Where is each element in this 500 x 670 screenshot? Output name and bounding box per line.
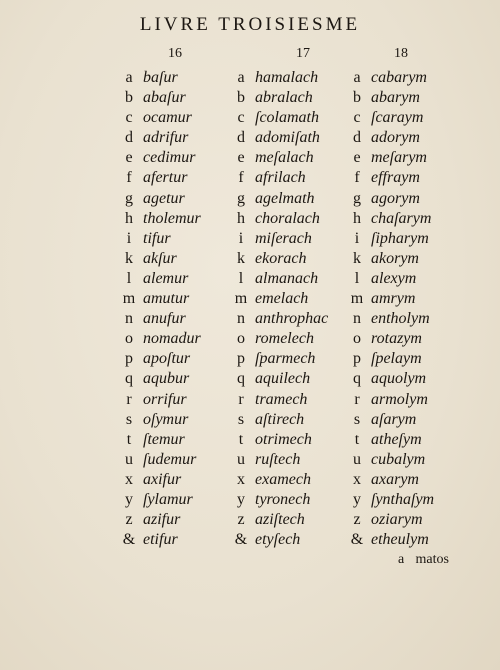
row-word: aſarym xyxy=(371,410,417,428)
row-letter: s xyxy=(353,410,361,428)
cipher-row xyxy=(118,309,201,329)
row-letter: i xyxy=(238,229,244,247)
row-letter: u xyxy=(125,450,133,468)
row-letter: & xyxy=(350,531,364,549)
cipher-row xyxy=(230,108,328,128)
cipher-row xyxy=(118,510,201,530)
cipher-row xyxy=(346,329,434,349)
row-word: axifur xyxy=(143,470,182,488)
cipher-row xyxy=(346,470,434,490)
row-word: cubalym xyxy=(371,450,426,468)
row-word: etheulym xyxy=(371,531,429,549)
row-word: nomadur xyxy=(143,330,201,348)
row-letter: e xyxy=(353,149,361,167)
row-word: etyſech xyxy=(255,531,301,549)
row-word: afrilach xyxy=(255,169,306,187)
cipher-row xyxy=(118,390,201,410)
row-word: ſtemur xyxy=(143,430,185,448)
cipher-row xyxy=(346,390,434,410)
cipher-row xyxy=(346,209,434,229)
column-number-17: 17 xyxy=(296,46,310,61)
row-word: ſudemur xyxy=(143,450,197,468)
row-letter: & xyxy=(234,531,248,549)
row-letter: b xyxy=(353,89,361,107)
cipher-row xyxy=(118,168,201,188)
cipher-row xyxy=(346,88,434,108)
cipher-row xyxy=(230,249,328,269)
cipher-row xyxy=(346,410,434,430)
catchword-word: matos xyxy=(415,552,449,567)
cipher-column-18 xyxy=(346,68,434,550)
row-letter: & xyxy=(122,531,136,549)
cipher-row xyxy=(118,229,201,249)
row-letter: d xyxy=(237,129,245,147)
column-number-16: 16 xyxy=(168,46,182,61)
row-letter: s xyxy=(125,410,133,428)
row-letter: e xyxy=(237,149,245,167)
cipher-row xyxy=(230,410,328,430)
row-word: tifur xyxy=(143,229,171,247)
row-letter: p xyxy=(125,350,133,368)
row-word: rotazym xyxy=(371,330,422,348)
row-word: ſipharym xyxy=(371,229,429,247)
cipher-row xyxy=(230,88,328,108)
cipher-row xyxy=(346,490,434,510)
cipher-row xyxy=(346,108,434,128)
row-letter: h xyxy=(353,209,361,227)
row-letter: g xyxy=(353,189,361,207)
row-word: otrimech xyxy=(255,430,312,448)
row-word: afertur xyxy=(143,169,188,187)
cipher-row xyxy=(346,68,434,88)
row-word: aſtirech xyxy=(255,410,305,428)
row-letter: o xyxy=(353,330,361,348)
cipher-row xyxy=(230,289,328,309)
row-word: orrifur xyxy=(143,390,187,408)
row-word: adorym xyxy=(371,129,420,147)
cipher-row xyxy=(346,289,434,309)
cipher-row xyxy=(346,168,434,188)
cipher-row xyxy=(118,410,201,430)
row-letter: f xyxy=(238,169,244,187)
row-word: baſur xyxy=(143,69,178,86)
row-letter: e xyxy=(125,149,133,167)
row-letter: c xyxy=(237,109,245,127)
cipher-row xyxy=(230,470,328,490)
cipher-row xyxy=(118,128,201,148)
row-letter: h xyxy=(237,209,245,227)
row-word: entholym xyxy=(371,310,430,328)
row-letter: k xyxy=(353,249,361,267)
cipher-row xyxy=(118,530,201,550)
cipher-row xyxy=(346,309,434,329)
row-word: ekorach xyxy=(255,249,307,267)
row-letter: s xyxy=(237,410,245,428)
cipher-row xyxy=(346,510,434,530)
row-word: oſymur xyxy=(143,410,189,428)
row-letter: u xyxy=(237,450,245,468)
row-letter: a xyxy=(237,69,245,86)
row-letter: l xyxy=(126,269,132,287)
row-word: tholemur xyxy=(143,209,201,227)
cipher-row xyxy=(230,510,328,530)
cipher-column-17 xyxy=(230,68,328,550)
row-letter: b xyxy=(125,89,133,107)
cipher-row xyxy=(230,430,328,450)
row-letter: f xyxy=(126,169,132,187)
row-letter: p xyxy=(353,350,361,368)
cipher-row xyxy=(118,249,201,269)
cipher-row xyxy=(230,530,328,550)
row-letter: a xyxy=(353,69,361,86)
row-letter: r xyxy=(238,390,244,408)
row-word: meſalach xyxy=(255,149,314,167)
row-word: aqubur xyxy=(143,370,190,388)
cipher-row xyxy=(230,490,328,510)
cipher-row xyxy=(230,168,328,188)
cipher-row xyxy=(118,470,201,490)
row-word: abarym xyxy=(371,89,420,107)
row-word: anthrophac xyxy=(255,310,329,328)
row-letter: k xyxy=(237,249,245,267)
row-letter: r xyxy=(354,390,360,408)
row-word: meſarym xyxy=(371,149,427,167)
row-letter: i xyxy=(126,229,132,247)
cipher-row xyxy=(118,369,201,389)
cipher-row xyxy=(118,108,201,128)
row-letter: y xyxy=(353,490,361,508)
cipher-row xyxy=(346,148,434,168)
cipher-row xyxy=(118,269,201,289)
cipher-row xyxy=(230,209,328,229)
cipher-row xyxy=(346,128,434,148)
row-letter: b xyxy=(237,89,245,107)
cipher-row xyxy=(346,269,434,289)
row-word: agorym xyxy=(371,189,420,207)
cipher-row xyxy=(346,189,434,209)
row-word: hamalach xyxy=(255,69,319,86)
row-word: miſerach xyxy=(255,229,312,247)
row-word: ſcolamath xyxy=(255,109,319,127)
cipher-row xyxy=(230,390,328,410)
row-letter: o xyxy=(237,330,245,348)
row-word: agelmath xyxy=(255,189,315,207)
row-word: akſur xyxy=(143,249,177,267)
row-word: ſynthaſym xyxy=(371,490,435,508)
cipher-row xyxy=(118,349,201,369)
row-letter: n xyxy=(353,310,361,328)
row-word: atheſym xyxy=(371,430,422,448)
row-letter: t xyxy=(354,430,360,448)
row-word: axarym xyxy=(371,470,419,488)
cipher-row xyxy=(346,229,434,249)
row-letter: u xyxy=(353,450,361,468)
row-word: oziarym xyxy=(371,511,423,529)
row-letter: z xyxy=(125,511,133,529)
row-letter: c xyxy=(353,109,361,127)
cipher-row xyxy=(230,229,328,249)
row-letter: i xyxy=(354,229,360,247)
row-word: tramech xyxy=(255,390,308,408)
row-letter: z xyxy=(353,511,361,529)
cipher-row xyxy=(118,68,201,88)
row-word: apoſtur xyxy=(143,350,191,368)
row-letter: q xyxy=(353,370,361,388)
cipher-row xyxy=(118,490,201,510)
row-word: akorym xyxy=(371,249,419,267)
cipher-row xyxy=(118,209,201,229)
row-word: effraym xyxy=(371,169,420,187)
row-word: alexym xyxy=(371,269,417,287)
row-word: armolym xyxy=(371,390,428,408)
row-letter: y xyxy=(125,490,133,508)
row-word: agetur xyxy=(143,189,185,207)
row-letter: l xyxy=(238,269,244,287)
row-word: emelach xyxy=(255,290,309,308)
row-word: abralach xyxy=(255,89,313,107)
running-header: LIVRE TROISIESME xyxy=(139,14,361,35)
row-word: azifur xyxy=(143,511,181,529)
row-word: ſparmech xyxy=(255,350,316,368)
cipher-row xyxy=(346,349,434,369)
row-letter: h xyxy=(125,209,133,227)
row-word: aquolym xyxy=(371,370,427,388)
row-word: amrym xyxy=(371,290,416,308)
cipher-row xyxy=(230,189,328,209)
cipher-row xyxy=(346,249,434,269)
row-letter: t xyxy=(238,430,244,448)
column-number-18: 18 xyxy=(394,46,408,61)
row-word: anufur xyxy=(143,310,186,328)
cipher-row xyxy=(230,68,328,88)
row-letter: z xyxy=(237,511,245,529)
row-letter: n xyxy=(237,310,245,328)
row-word: ruſtech xyxy=(255,450,301,468)
cipher-row xyxy=(230,369,328,389)
row-letter: f xyxy=(354,169,360,187)
row-word: ocamur xyxy=(143,109,192,127)
row-letter: d xyxy=(125,129,133,147)
row-word: abaſur xyxy=(143,89,186,107)
cipher-row xyxy=(346,450,434,470)
cipher-row xyxy=(346,530,434,550)
cipher-row xyxy=(230,148,328,168)
cipher-row xyxy=(346,430,434,450)
cipher-row xyxy=(118,189,201,209)
row-word: ſylamur xyxy=(143,490,193,508)
row-letter: m xyxy=(234,290,248,308)
row-letter: x xyxy=(237,470,245,488)
row-letter: r xyxy=(126,390,132,408)
row-word: adomiſath xyxy=(255,129,320,147)
row-word: aquilech xyxy=(255,370,311,388)
row-letter: d xyxy=(353,129,361,147)
row-word: choralach xyxy=(255,209,320,227)
cipher-row xyxy=(118,329,201,349)
row-word: examech xyxy=(255,470,311,488)
row-letter: n xyxy=(125,310,133,328)
row-letter: p xyxy=(237,350,245,368)
row-word: ſpelaym xyxy=(371,350,422,368)
row-letter: g xyxy=(125,189,133,207)
cipher-row xyxy=(346,369,434,389)
row-letter: y xyxy=(237,490,245,508)
row-word: aziſtech xyxy=(255,511,305,529)
cipher-row xyxy=(230,349,328,369)
cipher-row xyxy=(118,450,201,470)
cipher-row xyxy=(230,309,328,329)
row-word: cedimur xyxy=(143,149,196,167)
cipher-column-16 xyxy=(118,68,201,550)
row-word: chaſarym xyxy=(371,209,432,227)
row-word: tyronech xyxy=(255,490,311,508)
cipher-row xyxy=(118,148,201,168)
row-letter: m xyxy=(122,290,136,308)
row-letter: x xyxy=(353,470,361,488)
cipher-row xyxy=(118,430,201,450)
catchword xyxy=(398,552,449,568)
row-word: amutur xyxy=(143,290,190,308)
row-letter: x xyxy=(125,470,133,488)
cipher-row xyxy=(230,450,328,470)
row-word: ſcaraym xyxy=(371,109,424,127)
row-letter: l xyxy=(354,269,360,287)
row-letter: q xyxy=(125,370,133,388)
row-letter: c xyxy=(125,109,133,127)
row-word: alemur xyxy=(143,269,189,287)
cipher-row xyxy=(230,128,328,148)
row-word: cabarym xyxy=(371,69,427,86)
catchword-letter: a xyxy=(398,552,405,567)
row-letter: m xyxy=(350,290,364,308)
row-word: etifur xyxy=(143,531,178,549)
row-letter: t xyxy=(126,430,132,448)
row-word: almanach xyxy=(255,269,319,287)
cipher-row xyxy=(118,289,201,309)
row-word: adrifur xyxy=(143,129,189,147)
row-letter: q xyxy=(237,370,245,388)
row-letter: a xyxy=(125,69,133,86)
row-letter: o xyxy=(125,330,133,348)
row-word: romelech xyxy=(255,330,314,348)
cipher-row xyxy=(118,88,201,108)
row-letter: k xyxy=(125,249,133,267)
cipher-row xyxy=(230,269,328,289)
cipher-row xyxy=(230,329,328,349)
row-letter: g xyxy=(237,189,245,207)
